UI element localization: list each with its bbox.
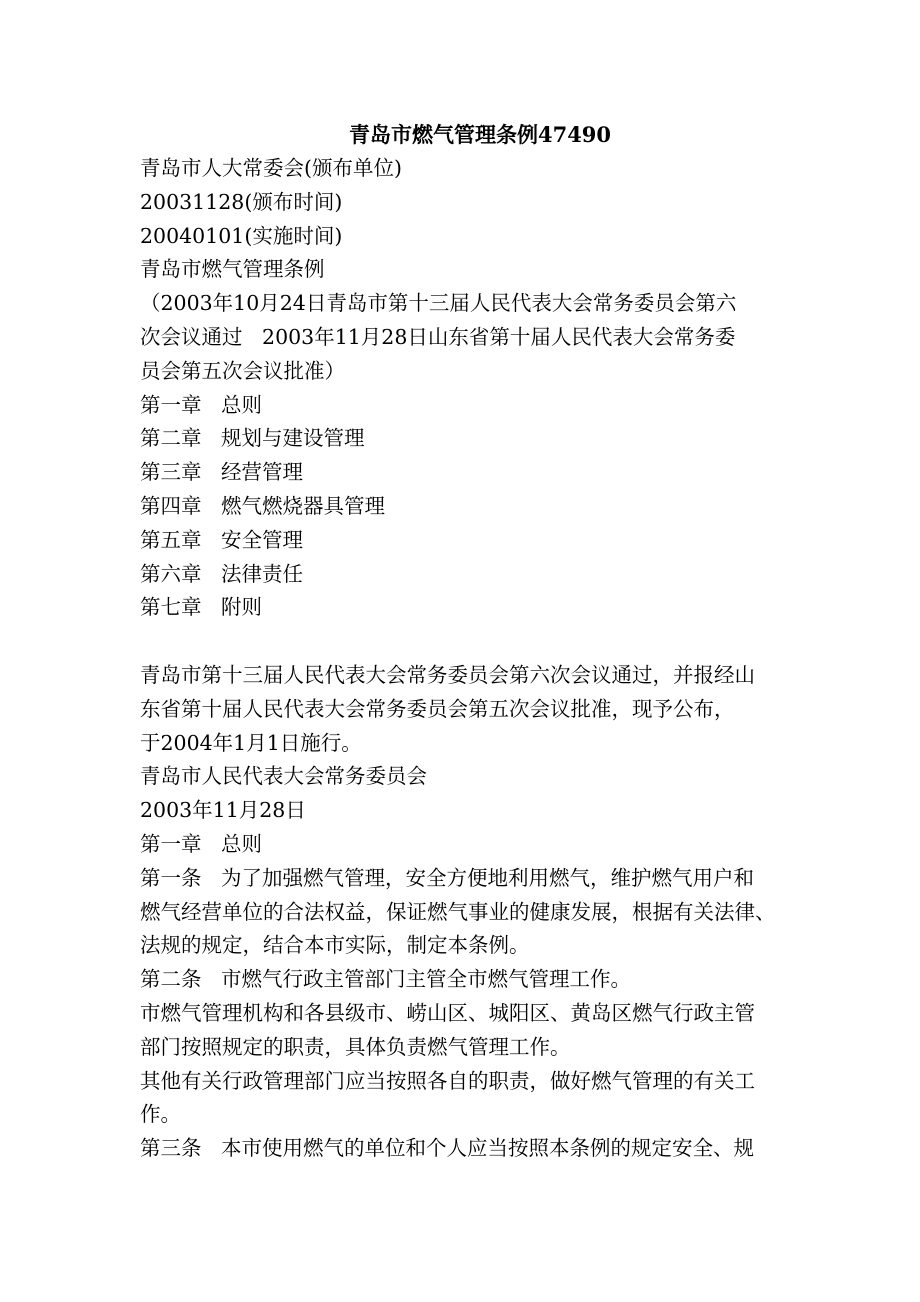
article-2-line: 部门按照规定的职责，具体负责燃气管理工作。: [140, 1034, 571, 1059]
document-title: 青岛市燃气管理条例47490: [348, 122, 612, 147]
announcement-line: 青岛市第十三届人民代表大会常务委员会第六次会议通过，并报经山: [140, 662, 755, 687]
toc-chapter-5: 第五章 安全管理: [140, 527, 304, 552]
article-1-line: 燃气经营单位的合法权益，保证燃气事业的健康发展，根据有关法律、: [140, 899, 776, 924]
adoption-note-line: 次会议通过 2003年11月28日山东省第十届人民代表大会常务委: [140, 324, 736, 349]
article-2-line: 第二条 市燃气行政主管部门主管全市燃气管理工作。: [140, 967, 632, 992]
article-2-line: 作。: [140, 1102, 181, 1127]
toc-chapter-7: 第七章 附则: [140, 595, 263, 620]
announcement-line: 东省第十届人民代表大会常务委员会第五次会议批准，现予公布，: [140, 696, 735, 721]
adoption-note-line: 员会第五次会议批准）: [140, 358, 345, 383]
document-page: [140, 118, 800, 1166]
announcement-line: 于2004年1月1日施行。: [140, 730, 362, 755]
article-2-line: 市燃气管理机构和各县级市、崂山区、城阳区、黄岛区燃气行政主管: [140, 1000, 755, 1025]
toc-chapter-1: 第一章 总则: [140, 392, 263, 417]
promulgation-date: 20031128(颁布时间): [140, 189, 343, 214]
issuing-authority: 青岛市人大常委会(颁布单位): [140, 156, 402, 180]
article-2-line: 其他有关行政管理部门应当按照各自的职责，做好燃气管理的有关工: [140, 1068, 755, 1093]
toc-chapter-3: 第三章 经营管理: [140, 460, 304, 485]
article-3-line: 第三条 本市使用燃气的单位和个人应当按照本条例的规定安全、规: [140, 1136, 755, 1161]
toc-chapter-2: 第二章 规划与建设管理: [140, 426, 365, 451]
article-1-line: 第一条 为了加强燃气管理，安全方便地利用燃气，维护燃气用户和: [140, 865, 755, 890]
announcement-date: 2003年11月28日: [140, 798, 306, 823]
effective-date: 20040101(实施时间): [140, 223, 343, 248]
blank-line: [140, 625, 800, 659]
toc-chapter-4: 第四章 燃气燃烧器具管理: [140, 493, 386, 518]
regulation-name: 青岛市燃气管理条例: [140, 257, 325, 282]
toc-chapter-6: 第六章 法律责任: [140, 561, 304, 586]
chapter-heading: 第一章 总则: [140, 831, 263, 856]
article-1-line: 法规的规定，结合本市实际，制定本条例。: [140, 933, 530, 958]
adoption-note-line: （2003年10月24日青岛市第十三届人民代表大会常务委员会第六: [140, 291, 737, 316]
announcing-body: 青岛市人民代表大会常务委员会: [140, 764, 427, 789]
